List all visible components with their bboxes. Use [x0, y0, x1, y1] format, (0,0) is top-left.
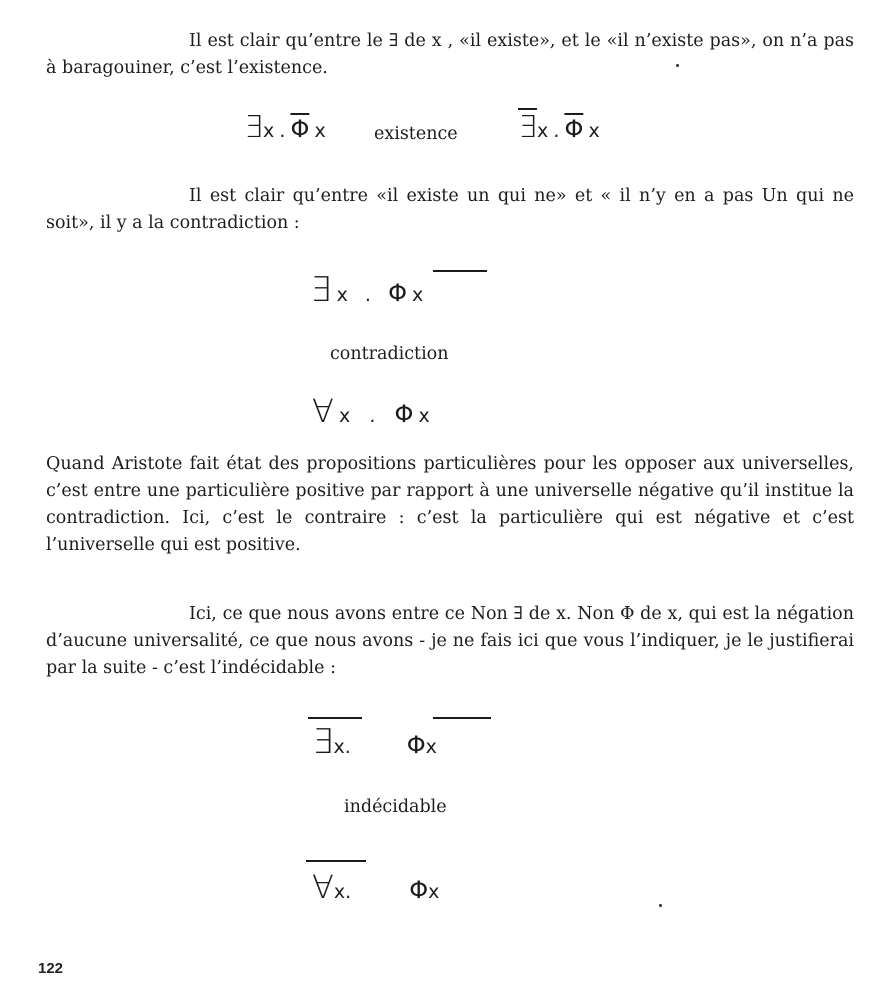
formula-contradiction-top: [310, 270, 423, 310]
formula-existence-right: [518, 110, 600, 145]
paragraph-existence: Il est clair qu’entre le ∃ de x , «il existe», et le «il n’existe pas», on n’a pas à baragouiner, c’est l’existence.: [46, 31, 854, 78]
negation-overbar: [308, 717, 362, 719]
variable-x: x: [412, 284, 424, 306]
negation-overbar: [433, 717, 491, 719]
label-indecidable: indécidable: [344, 797, 447, 817]
negation-overbar: [433, 270, 487, 272]
formula-indecidable-bottom: [312, 868, 439, 906]
forall-symbol: ∀: [312, 392, 334, 430]
formula-contradiction-bottom: [312, 392, 430, 430]
formula-indecidable-top: [312, 722, 437, 762]
conjunction-dot: .: [369, 405, 376, 427]
variable-x: x: [338, 405, 351, 427]
variable-x: x: [588, 120, 600, 142]
forall-symbol: ∀: [312, 868, 334, 906]
variable-x: x: [333, 881, 346, 903]
conjunction-dot: .: [344, 736, 351, 758]
exists-symbol-negated: ∃: [518, 110, 537, 145]
formula-existence-left: [244, 110, 326, 145]
phi-symbol: Φ: [388, 279, 407, 307]
phi-symbol: Φ: [409, 876, 429, 904]
paragraph-aristote: Quand Aristote fait état des propositions particulières pour les opposer aux universelles, c’est entre une particulière positive par rapport à une universelle négative qu’il institue la contradiction. Ici, c’est le contraire : c’est la particulière qui est négative et c’est l’universelle qui est positive.: [46, 454, 854, 555]
phi-symbol: Φ: [406, 731, 426, 759]
exists-symbol: ∃: [312, 722, 334, 762]
variable-x: x: [418, 405, 430, 427]
conjunction-dot: .: [345, 881, 352, 903]
paragraph-indecidable: Ici, ce que nous avons entre ce Non ∃ de x. Non Φ de x, qui est la négation d’aucune universalité, ce que nous avons - je ne fais ici que vous l’indiquer, je le justifierai par la suite - c’est l’indécidable :: [46, 604, 854, 678]
variable-x: x: [333, 736, 345, 758]
variable-x: x: [314, 120, 326, 142]
variable-x: x: [336, 284, 348, 306]
negation-overbar: [306, 860, 366, 862]
phi-symbol-negated: $\overline{\Phi}$: [290, 115, 310, 143]
conjunction-dot: .: [279, 120, 286, 142]
paragraph-contradiction: Il est clair qu’entre «il existe un qui ne» et « il n’y en a pas Un qui ne soit», il y a la contradiction :: [46, 186, 854, 233]
conjunction-dot: .: [553, 120, 560, 142]
label-existence: existence: [374, 124, 458, 144]
exists-symbol: ∃: [310, 270, 332, 310]
page-number: 122: [38, 960, 64, 977]
variable-x: x: [262, 120, 275, 142]
ink-speck: [659, 904, 662, 907]
variable-x: x: [428, 881, 440, 903]
label-contradiction: contradiction: [330, 344, 449, 364]
phi-symbol: Φ: [394, 400, 414, 428]
ink-speck: [676, 64, 679, 67]
exists-symbol: ∃: [244, 110, 263, 145]
phi-symbol-negated: $\overline{\Phi}$: [564, 115, 584, 143]
variable-x: x: [425, 736, 437, 758]
conjunction-dot: .: [364, 284, 371, 306]
variable-x: x: [536, 120, 549, 142]
